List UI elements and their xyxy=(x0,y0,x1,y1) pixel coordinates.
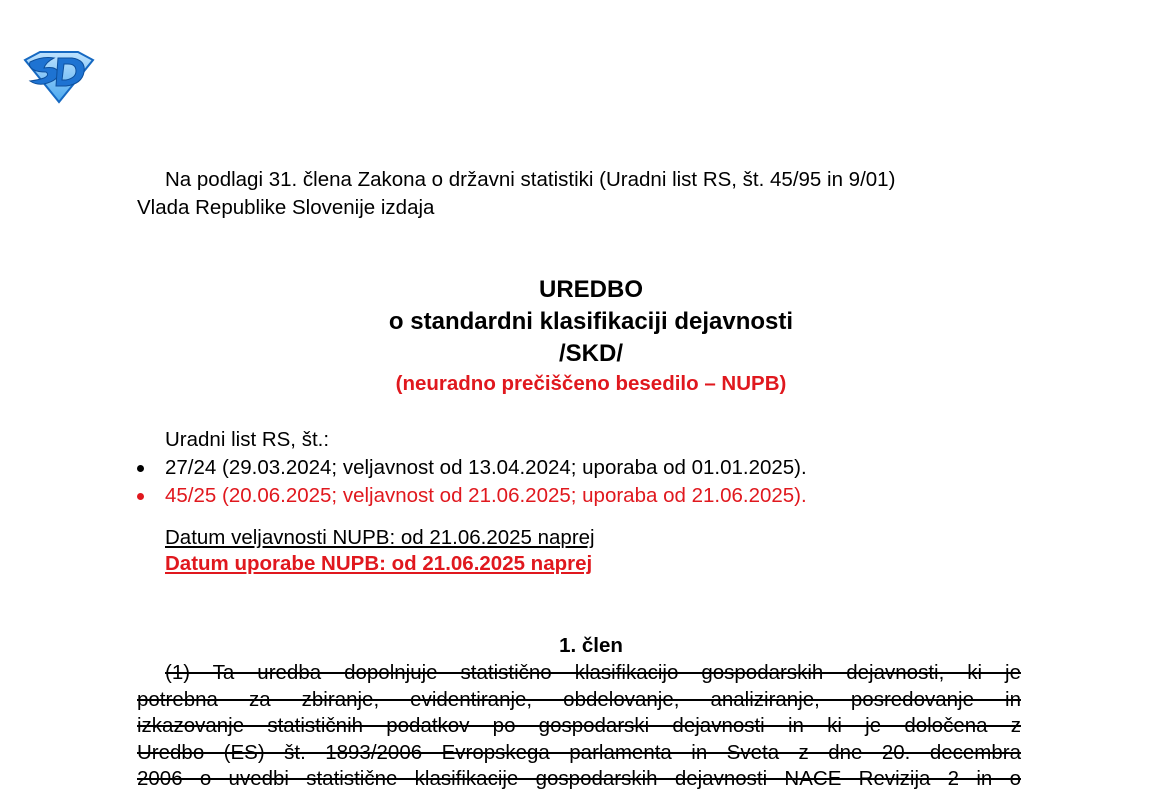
validity-date: Datum veljavnosti NUPB: od 21.06.2025 naprej xyxy=(165,526,595,549)
document-page xyxy=(137,166,1021,793)
article-1-line: Uredbo (ES) št. 1893/2006 Evropskega parlamenta in Sveta z dne 20. decembra xyxy=(137,740,1021,764)
article-1-body xyxy=(137,660,1021,793)
gazette-item-text: 27/24 (29.03.2024; veljavnost od 13.04.2024; uporaba od 01.01.2025). xyxy=(165,456,807,479)
article-1-line: 2006 o uvedbi statistične klasifikacije gospodarskih dejavnosti NACE Revizija 2 in o xyxy=(137,767,1021,790)
nupb-dates xyxy=(137,525,1021,577)
decree-title-block xyxy=(149,274,1033,398)
article-1-line: izkazovanje statističnih podatkov po gospodarski dejavnosti in ki je določena z xyxy=(137,714,1021,737)
intro-line-2: Vlada Republike Slovenije izdaja xyxy=(137,196,435,219)
sd-statistics-logo-icon xyxy=(22,48,96,104)
decree-subtitle: o standardni klasifikaciji dejavnosti xyxy=(388,308,794,335)
intro-line-1: Na podlagi 31. člena Zakona o državni statistiki (Uradni list RS, št. 45/95 in 9/01) xyxy=(165,168,896,191)
gazette-item xyxy=(137,482,993,510)
gazette-item xyxy=(137,454,993,482)
bullet-icon xyxy=(137,493,144,500)
article-1-line: potrebna za zbiranje, evidentiranje, obdelovanje, analiziranje, posredovanje in xyxy=(137,687,1021,711)
official-gazette-list xyxy=(137,426,1021,510)
decree-title: UREDBO xyxy=(538,276,643,303)
gazette-item-text: 45/25 (20.06.2025; veljavnost od 21.06.2025; uporaba od 21.06.2025). xyxy=(165,484,807,507)
article-1-heading: 1. člen xyxy=(559,634,623,657)
gazette-label: Uradni list RS, št.: xyxy=(165,428,330,451)
application-date: Datum uporabe NUPB: od 21.06.2025 naprej xyxy=(165,552,593,575)
article-1-line: (1) Ta uredba dopolnjuje statistično klasifikacijo gospodarskih dejavnosti, ki je xyxy=(165,661,1021,684)
decree-abbreviation: /SKD/ xyxy=(558,340,623,367)
consolidated-text-note: (neuradno prečiščeno besedilo – NUPB) xyxy=(395,372,787,395)
bullet-icon xyxy=(137,465,144,472)
